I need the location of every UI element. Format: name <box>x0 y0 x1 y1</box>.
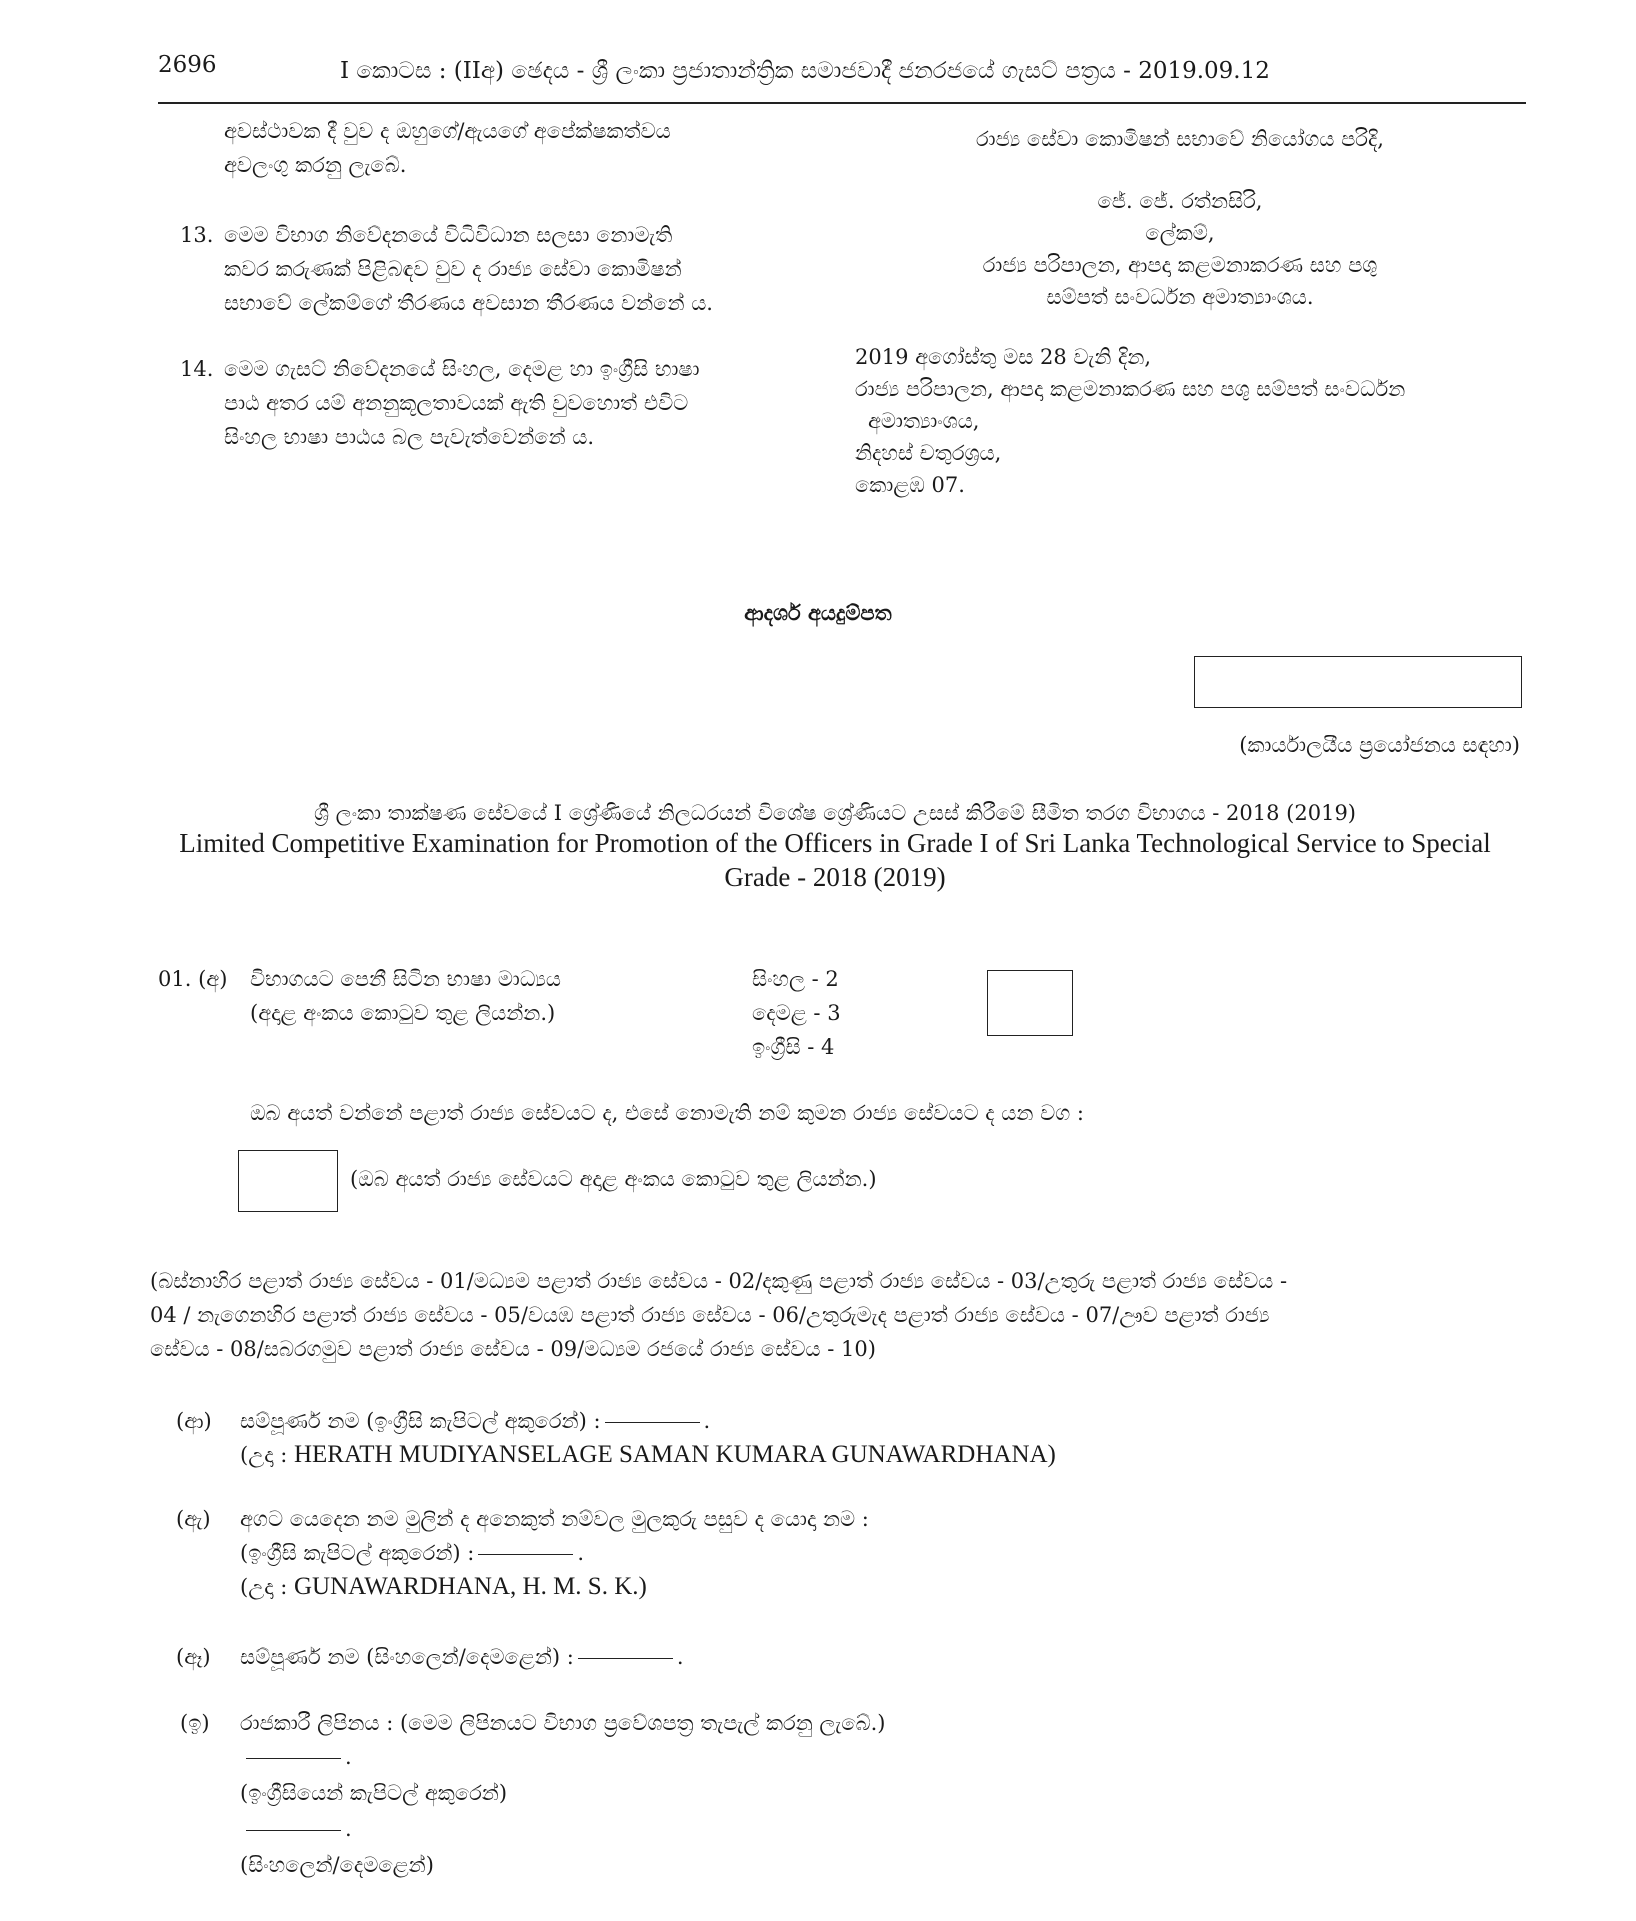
address-english-blank[interactable] <box>246 1758 341 1759</box>
q-ae-label: (ඇ) <box>176 1507 211 1531</box>
province-list-line-1: (බස්නාහිර පළාත් රාජ්‍ය සේවය - 01/මධ්‍යම පළාත් රාජ්‍ය සේවය - 02/දකුණු පළාත් රාජ්‍ය සේවය - 03/උතුරු පළාත් රාජ්‍ය සේවය - <box>150 1269 1288 1293</box>
exam-title-english-1: Limited Competitive Examination for Promotion of the Officers in Grade I of Sri Lanka Technological Service to Special <box>179 828 1491 858</box>
signatory-name: ජේ. ජේ. රත්නසිරි, <box>1097 189 1263 213</box>
q-aa-field[interactable] <box>240 1404 710 1438</box>
q-aa-period: . <box>703 1409 711 1433</box>
address-sinhala-field[interactable] <box>240 1812 352 1846</box>
q-aa-blank[interactable] <box>605 1422 700 1423</box>
medium-option-english: ඉංග්‍රීසි - 4 <box>752 1035 835 1059</box>
item-14-line-2: පාඨ අතර යම් අනනුකූලතාවයක් ඇති වුවහොත් එවිට <box>224 391 689 415</box>
medium-option-tamil: දෙමළ - 3 <box>752 1001 841 1025</box>
page-number: 2696 <box>158 52 217 78</box>
q-ae2-field[interactable] <box>240 1640 684 1674</box>
province-list-line-2: 04 / නැගෙනහිර පළාත් රාජ්‍ය සේවය - 05/වයඹ පළාත් රාජ්‍ය සේවය - 06/උතුරුමැද පළාත් රාජ්‍ය සේවය - 07/ඌව පළාත් රාජ්‍ය <box>150 1303 1270 1327</box>
gazette-header-title: I කොටස : (IIඅ) ඡෙදය - ශ්‍රී ලංකා ප්‍රජාතාන්ත්‍රික සමාජවාදී ජනරජයේ ගැසට් පත්‍රය - 2019.09.12 <box>340 58 1270 84</box>
item-14-line-3: සිංහල භාෂා පාඨය බල පැවැත්වෙන්නේ ය. <box>224 425 595 449</box>
address-sinhala-blank[interactable] <box>246 1830 341 1831</box>
order-line: රාජ්‍ය සේවා කොමිෂන් සභාවේ නියෝගය පරිදි, <box>976 127 1384 151</box>
exam-title-sinhala: ශ්‍රී ලංකා තාක්ෂණ සේවයේ I ශ්‍රේණියේ නිලධරයන් විශේෂ ශ්‍රේණියට උසස් කිරීමේ සීමිත තරග විභාගය - 2018 (2019) <box>313 801 1357 825</box>
item-14-line-1: මෙම ගැසට් නිවේදනයේ සිංහල, දෙමළ හා ඉංග්‍රීසි භාෂා <box>224 357 700 381</box>
address-sinhala-period: . <box>345 1817 352 1841</box>
medium-answer-box[interactable] <box>987 970 1073 1036</box>
q-ae-field[interactable] <box>240 1536 584 1570</box>
medium-option-sinhala: සිංහල - 2 <box>752 967 839 991</box>
q-i-label: (ඉ) <box>180 1711 210 1735</box>
address-english-field[interactable] <box>240 1740 352 1774</box>
q-ae-blank[interactable] <box>478 1554 573 1555</box>
province-hint: (ඔබ අයත් රාජ්‍ය සේවයට අදාළ අංකය කොටුව තුළ ලියන්න.) <box>350 1167 877 1191</box>
q-i-text: රාජකාරී ලිපිනය : (මෙම ලිපිනයට විභාග ප්‍රවේශපත්‍ර තැපැල් කරනු ලැබේ.) <box>240 1711 886 1735</box>
item-14-number: 14. <box>180 357 214 381</box>
address-english-period: . <box>345 1745 352 1769</box>
q-ae-sub: (ඉංග්‍රීසි කැපිටල් අකුරෙන්) : <box>240 1541 475 1565</box>
province-question: ඔබ අයත් වන්නේ පළාත් රාජ්‍ය සේවයට ද, එසේ නොමැති නම් කුමන රාජ්‍ය සේවයට ද යන වග : <box>250 1101 1084 1125</box>
q-ae-example-prefix: (උදා : <box>240 1575 288 1599</box>
province-list-line-3: සේවය - 08/සබරගමුව පළාත් රාජ්‍ය සේවය - 09/මධ්‍යම රජයේ රාජ්‍ය සේවය - 10) <box>150 1337 876 1361</box>
q-aa-example-prefix: (උදා : <box>240 1443 288 1467</box>
q01-number: 01. (අ) <box>158 967 228 991</box>
q01-label-1: විභාගයට පෙනී සිටින භාෂා මාධ්‍යය <box>250 967 561 991</box>
item-13-line-1: මෙම විභාග නිවේදනයේ විධිවිධාන සලසා නොමැති <box>224 223 673 247</box>
q-aa-label: (ආ) <box>176 1409 212 1433</box>
q-ae-example-value: GUNAWARDHANA, H. M. S. K.) <box>293 1573 647 1600</box>
address-line-2: අමාත්‍යාංශය, <box>868 409 980 433</box>
item-13-number: 13. <box>180 223 214 247</box>
q-ae2-text: සම්පූර්ණ නම (සිංහලෙන්/දෙමළෙන්) : <box>240 1645 574 1669</box>
q-ae-text: අගට යෙදෙන නම මුලින් ද අනෙකුත් නම්වල මුලකුරු පසුව ද යොදා නම : <box>240 1507 869 1531</box>
item-13-line-2: කවර කරුණක් පිළිබඳව වුව ද රාජ්‍ය සේවා කොමිෂන් <box>224 257 682 281</box>
q-ae2-period: . <box>676 1645 684 1669</box>
address-sinhala-label: (සිංහලෙන්/දෙමළෙන්) <box>240 1853 434 1877</box>
q-ae-period: . <box>577 1541 585 1565</box>
q-aa-example <box>240 1438 1056 1472</box>
exam-title-english-2: Grade - 2018 (2019) <box>724 862 946 892</box>
form-heading: ආදර්ශ අයදුම්පත <box>744 600 892 625</box>
continued-line-1: අවස්ථාවක දී වුව ද ඔහුගේ/ඇයගේ අපේක්ෂකත්වය <box>224 119 671 143</box>
signatory-title: ලේකම්, <box>1145 221 1215 245</box>
continued-line-2: අවලංගු කරනු ලැබේ. <box>224 153 407 177</box>
signatory-ministry-2: සම්පත් සංවර්ධන අමාත්‍යාංශය. <box>1046 285 1314 309</box>
office-use-box <box>1194 656 1522 708</box>
q-ae2-label: (ඈ) <box>176 1645 211 1669</box>
q-aa-text: සම්පූර්ණ නම (ඉංග්‍රීසි කැපිටල් අකුරෙන්) : <box>240 1409 601 1433</box>
office-use-label: (කාර්යාලයීය ප්‍රයෝජනය සඳහා) <box>1239 733 1520 757</box>
q-ae2-blank[interactable] <box>578 1658 673 1659</box>
signatory-ministry-1: රාජ්‍ය පරිපාලන, ආපදා කළමනාකරණ සහ පශු <box>982 253 1378 277</box>
date-line: 2019 අගෝස්තු මස 28 වැනි දින, <box>855 345 1152 369</box>
province-answer-box[interactable] <box>238 1150 338 1212</box>
q-ae-example <box>240 1570 647 1604</box>
address-line-3: නිදහස් චතුරශ්‍රය, <box>855 441 1002 465</box>
item-13-line-3: සභාවේ ලේකම්ගේ තීරණය අවසාන තීරණය වන්නේ ය. <box>224 291 713 315</box>
address-line-4: කොළඹ 07. <box>855 473 965 497</box>
address-english-label: (ඉංග්‍රීසියෙන් කැපිටල් අකුරෙන්) <box>240 1781 508 1805</box>
header-rule <box>158 102 1526 104</box>
address-line-1: රාජ්‍ය පරිපාලන, ආපදා කළමනාකරණ සහ පශු සම්පත් සංවර්ධන <box>855 377 1406 401</box>
q01-label-2: (අදාළ අංකය කොටුව තුළ ලියන්න.) <box>250 1001 556 1025</box>
q-aa-example-value: HERATH MUDIYANSELAGE SAMAN KUMARA GUNAWARDHANA) <box>293 1441 1056 1468</box>
